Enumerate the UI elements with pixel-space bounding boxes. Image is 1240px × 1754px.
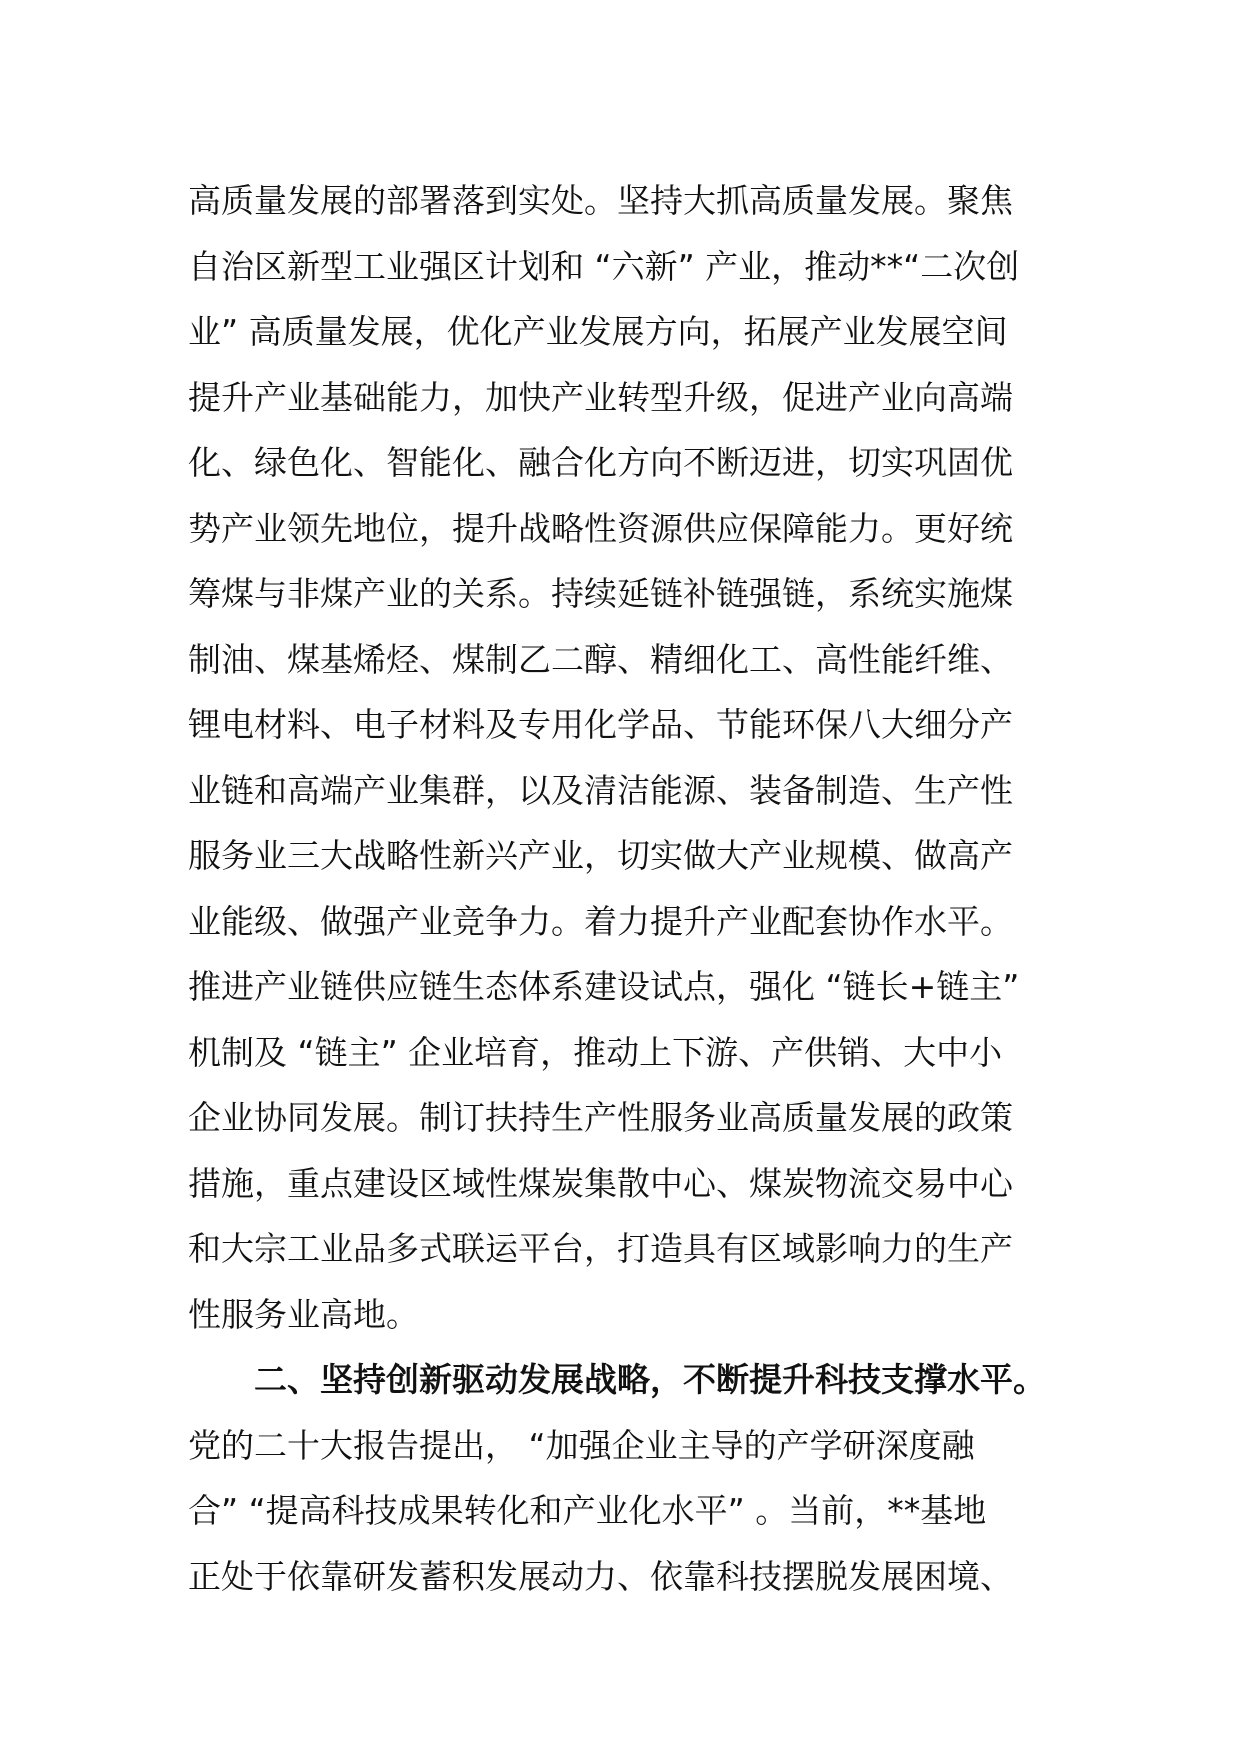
paragraph-line: 党的二十大报告提出， “加强企业主导的产学研深度融	[188, 1425, 975, 1465]
paragraph-line: 正处于依靠研发蓄积发展动力、依靠科技摆脱发展困境、	[188, 1556, 1013, 1596]
paragraph-line: 高质量发展的部署落到实处。坚持大抓高质量发展。聚焦	[188, 181, 1013, 220]
paragraph-line: 合” “提高科技成果转化和产业化水平” 。当前，**基地	[188, 1491, 987, 1530]
section-heading: 二、坚持创新驱动发展战略，不断提升科技支撑水平。	[254, 1360, 1046, 1399]
paragraph-line: 提升产业基础能力，加快产业转型升级，促进产业向高端	[188, 377, 1013, 417]
paragraph-line: 措施，重点建设区域性煤炭集散中心、煤炭物流交易中心	[188, 1163, 1013, 1203]
paragraph-line: 业能级、做强产业竞争力。着力提升产业配套协作水平。	[188, 901, 1013, 941]
paragraph-line: 和大宗工业品多式联运平台，打造具有区域影响力的生产	[188, 1229, 1013, 1268]
paragraph-line: 性服务业高地。	[188, 1294, 419, 1334]
paragraph-line: 业” 高质量发展，优化产业发展方向，拓展产业发展空间	[188, 312, 1008, 351]
paragraph-line: 势产业领先地位，提升战略性资源供应保障能力。更好统	[188, 508, 1013, 548]
paragraph-line: 企业协同发展。制订扶持生产性服务业高质量发展的政策	[188, 1098, 1013, 1137]
paragraph-line: 机制及 “链主” 企业培育，推动上下游、产供销、大中小	[188, 1032, 1003, 1072]
paragraph-line: 服务业三大战略性新兴产业，切实做大产业规模、做高产	[188, 836, 1013, 875]
paragraph-line: 制油、煤基烯烃、煤制乙二醇、精细化工、高性能纤维、	[188, 639, 1013, 679]
paragraph-line: 业链和高端产业集群，以及清洁能源、装备制造、生产性	[188, 770, 1013, 810]
paragraph-line: 化、绿色化、智能化、融合化方向不断迈进，切实巩固优	[188, 443, 1013, 482]
paragraph-line: 筹煤与非煤产业的关系。持续延链补链强链，系统实施煤	[188, 574, 1013, 613]
paragraph-line: 自治区新型工业强区计划和 “六新” 产业，推动**“二次创	[188, 246, 1020, 286]
paragraph-line: 锂电材料、电子材料及专用化学品、节能环保八大细分产	[188, 705, 1013, 744]
paragraph-line: 推进产业链供应链生态体系建设试点，强化 “链长+链主”	[188, 967, 1020, 1006]
document-body	[188, 168, 1058, 1609]
